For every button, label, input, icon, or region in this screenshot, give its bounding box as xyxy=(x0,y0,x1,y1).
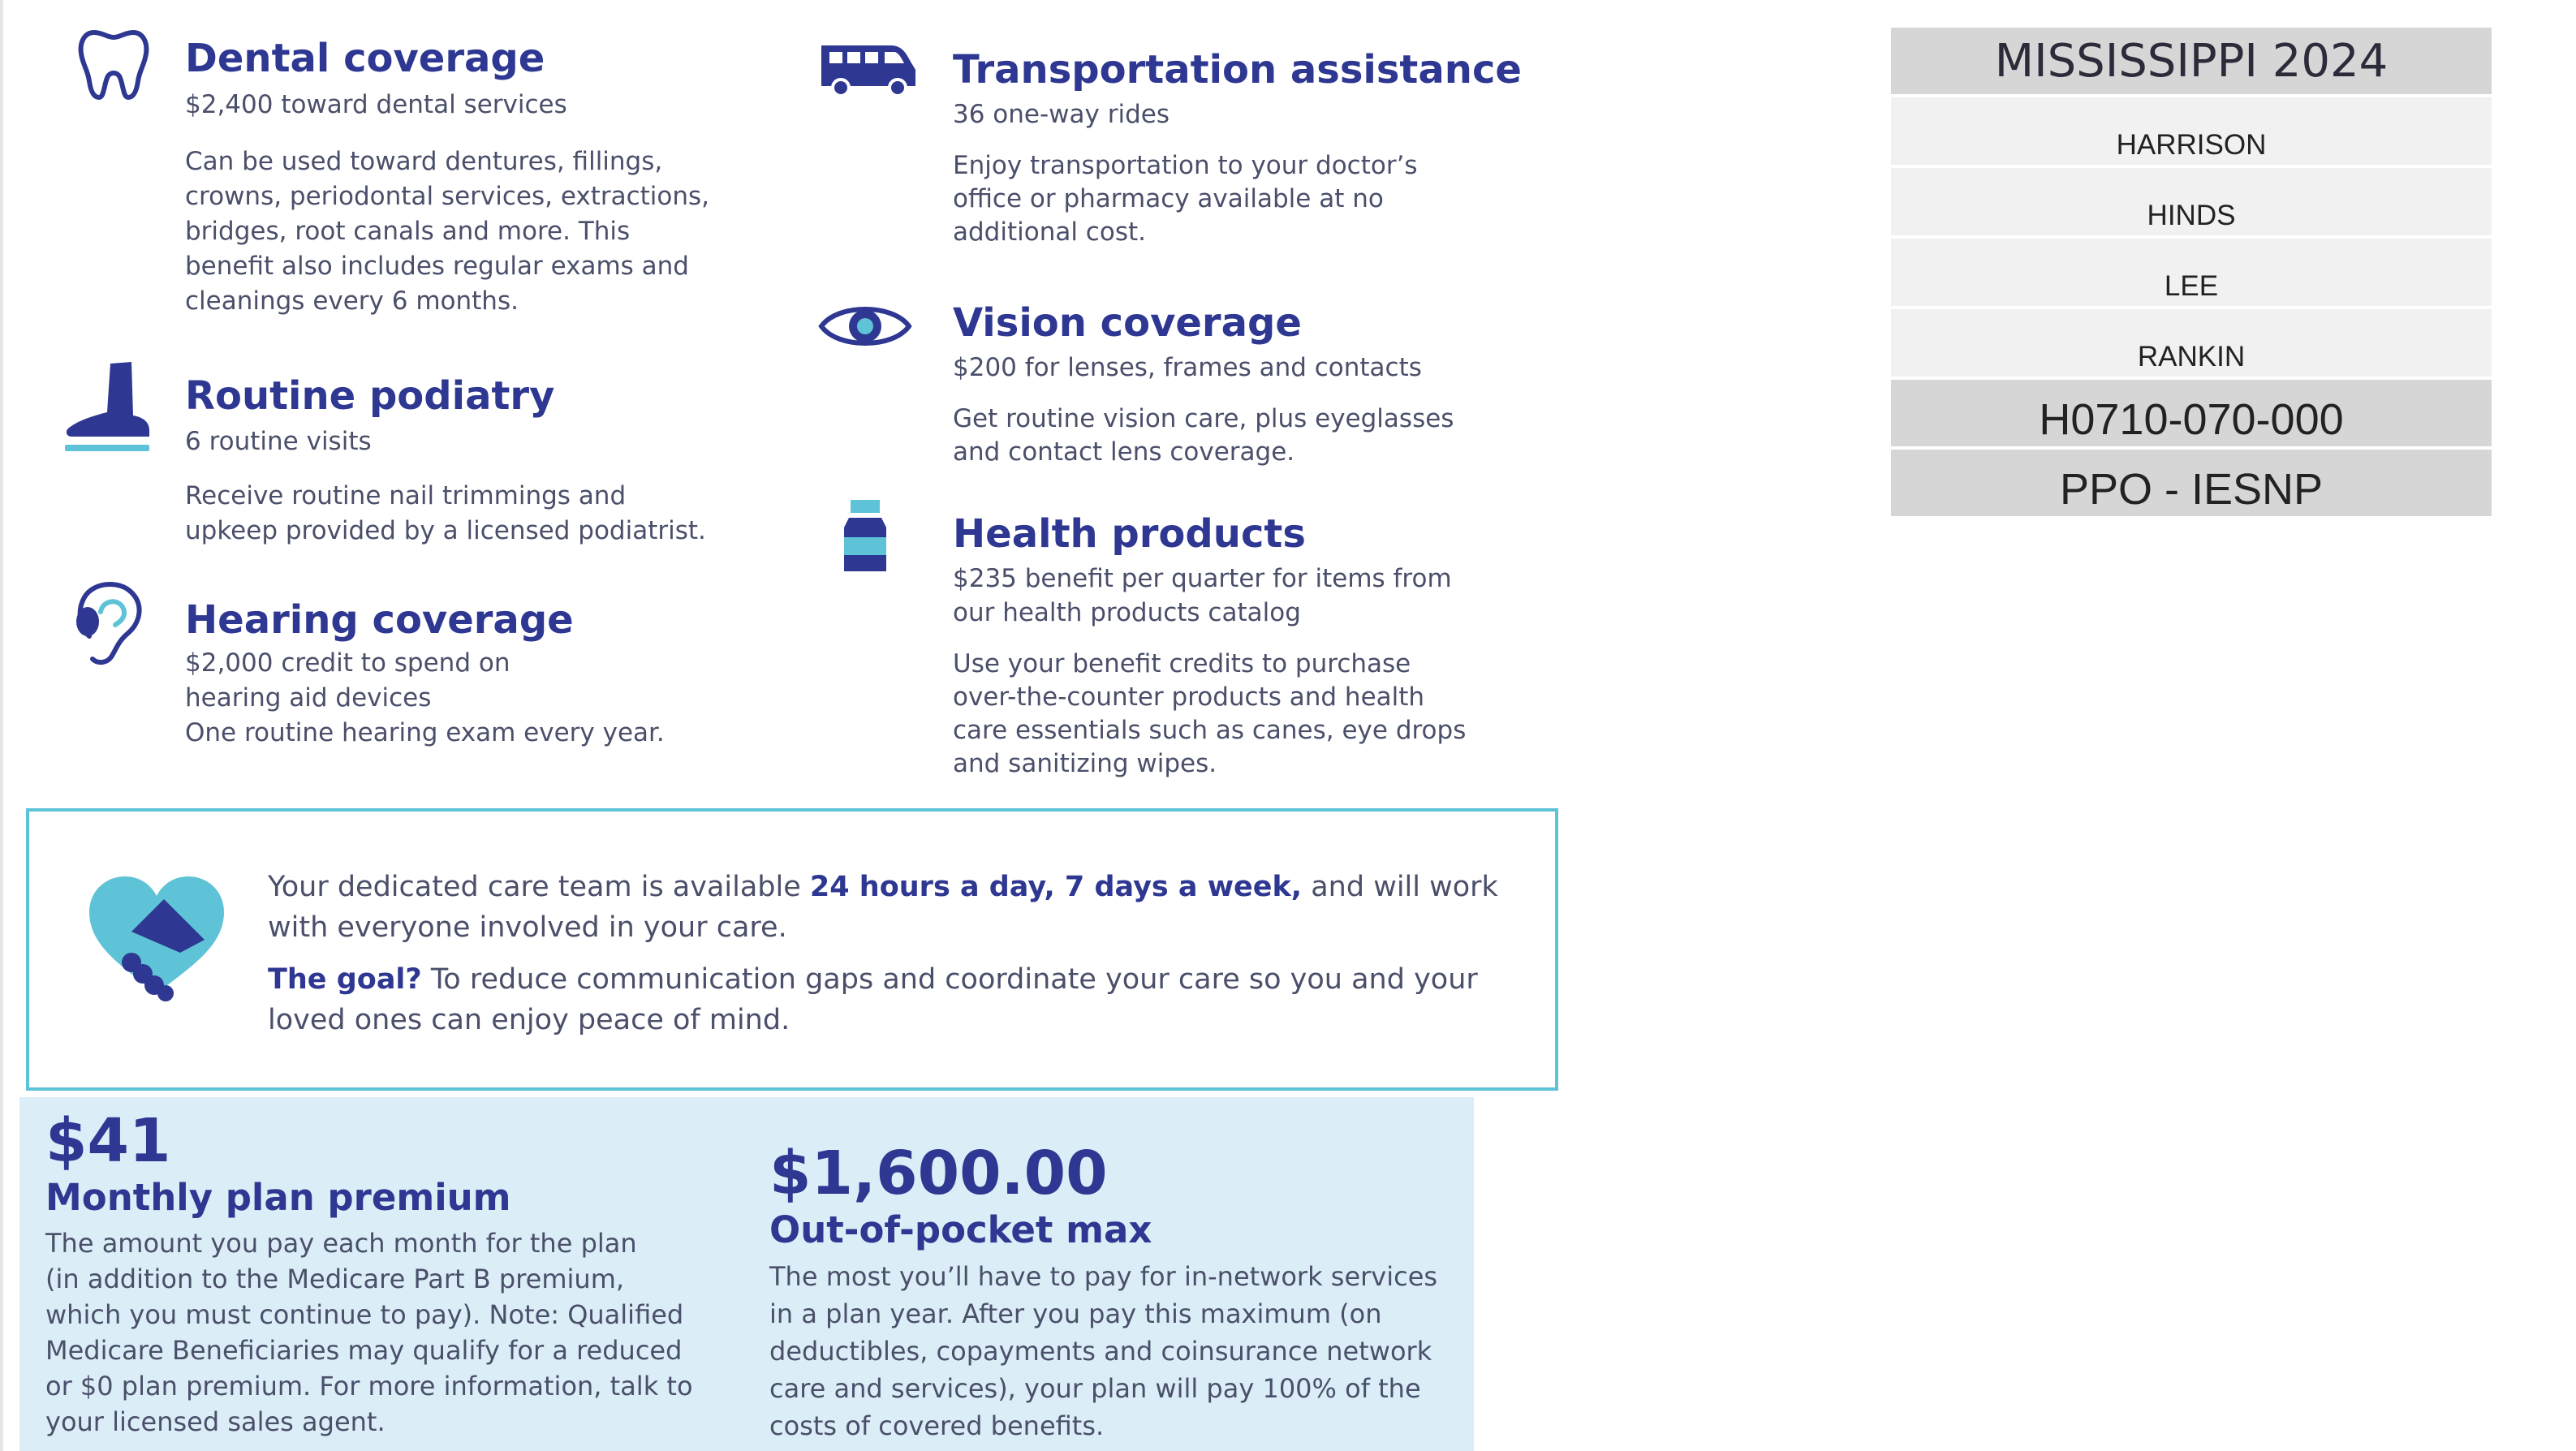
monthly-premium-block xyxy=(45,1107,693,1440)
podiatry-subtitle: 6 routine visits xyxy=(185,427,372,456)
dental-subtitle: $2,400 toward dental services xyxy=(185,90,567,119)
podiatry-title: Routine podiatry xyxy=(185,373,555,419)
care-team-text xyxy=(268,867,1534,1052)
state-year-header: MISSISSIPPI 2024 xyxy=(1891,28,2492,97)
pricing-panel xyxy=(19,1097,1474,1451)
monthly-premium-description: The amount you pay each month for the plan (in addition to the Medicare Part B premium, which you must continue to pay). Note: Qualified Medicare Beneficiaries may qualify for a reduced or $0 plan premium. For more information, talk to your licensed sales agent. xyxy=(45,1228,693,1437)
eye-icon xyxy=(816,297,914,355)
out-of-pocket-amount: $1,600.00 xyxy=(769,1139,1108,1208)
transportation-title: Transportation assistance xyxy=(953,47,1522,93)
benefit-transportation xyxy=(795,0,1542,276)
county-rankin: RANKIN xyxy=(1891,309,2492,380)
dental-title: Dental coverage xyxy=(185,36,545,81)
county-lee: LEE xyxy=(1891,239,2492,309)
vision-subtitle: $200 for lenses, frames and contacts xyxy=(953,353,1422,382)
benefit-dental xyxy=(0,0,779,341)
health-products-description: Use your benefit credits to purchase over-the-counter products and health care essentials such as canes, eye drops and sanitizing wipes. xyxy=(953,649,1467,778)
hearing-subtitle: $2,000 credit to spend on hearing aid devices One routine hearing exam every year. xyxy=(185,648,665,747)
hearing-title: Hearing coverage xyxy=(185,597,574,643)
care-team-goal: The goal? To reduce communication gaps and coordinate your care so you and your loved ones can enjoy peace of mind. xyxy=(268,963,1478,1036)
plan-type: PPO - IESNP xyxy=(1891,450,2492,519)
benefit-health-products xyxy=(795,487,1542,795)
plan-info-panel xyxy=(1891,28,2492,519)
transportation-subtitle: 36 one-way rides xyxy=(953,100,1170,129)
ear-icon xyxy=(70,576,148,667)
county-harrison: HARRISON xyxy=(1891,97,2492,168)
out-of-pocket-label: Out-of-pocket max xyxy=(769,1208,1152,1251)
podiatry-description: Receive routine nail trimmings and upkeep provided by a licensed podiatrist. xyxy=(185,481,706,545)
dental-description: Can be used toward dentures, fillings, crowns, periodontal services, extractions, bridges, root canals and more. This benefit also includes regular exams and cleanings every 6 months. xyxy=(185,147,710,316)
tooth-icon xyxy=(75,24,153,102)
benefit-hearing xyxy=(0,560,779,771)
monthly-premium-label: Monthly plan premium xyxy=(45,1176,511,1219)
van-icon xyxy=(816,41,920,99)
benefit-podiatry xyxy=(0,341,779,560)
foot-icon xyxy=(62,359,153,454)
care-team-box xyxy=(26,808,1558,1091)
health-products-subtitle: $235 benefit per quarter for items from our health products catalog xyxy=(953,564,1452,627)
county-hinds: HINDS xyxy=(1891,168,2492,239)
transportation-description: Enjoy transportation to your doctor’s office or pharmacy available at no additional cost. xyxy=(953,151,1418,247)
medicine-bottle-icon xyxy=(841,497,890,575)
benefit-vision xyxy=(795,276,1542,487)
health-products-title: Health products xyxy=(953,511,1306,557)
heart-handshake-icon xyxy=(83,872,230,1007)
vision-description: Get routine vision care, plus eyeglasses and contact lens coverage. xyxy=(953,404,1454,467)
out-of-pocket-block xyxy=(769,1139,1437,1445)
monthly-premium-amount: $41 xyxy=(45,1106,171,1176)
care-team-availability: Your dedicated care team is available 24 hours a day, 7 days a week, and will work with everyone involved in your care. xyxy=(268,871,1498,944)
out-of-pocket-description: The most you’ll have to pay for in-network services in a plan year. After you pay this maximum (on deductibles, copayments and coinsurance network care and services), your plan will pay 100% of the costs of covered benefits. xyxy=(769,1261,1438,1441)
vision-title: Vision coverage xyxy=(953,300,1302,346)
plan-id: H0710-070-000 xyxy=(1891,380,2492,450)
